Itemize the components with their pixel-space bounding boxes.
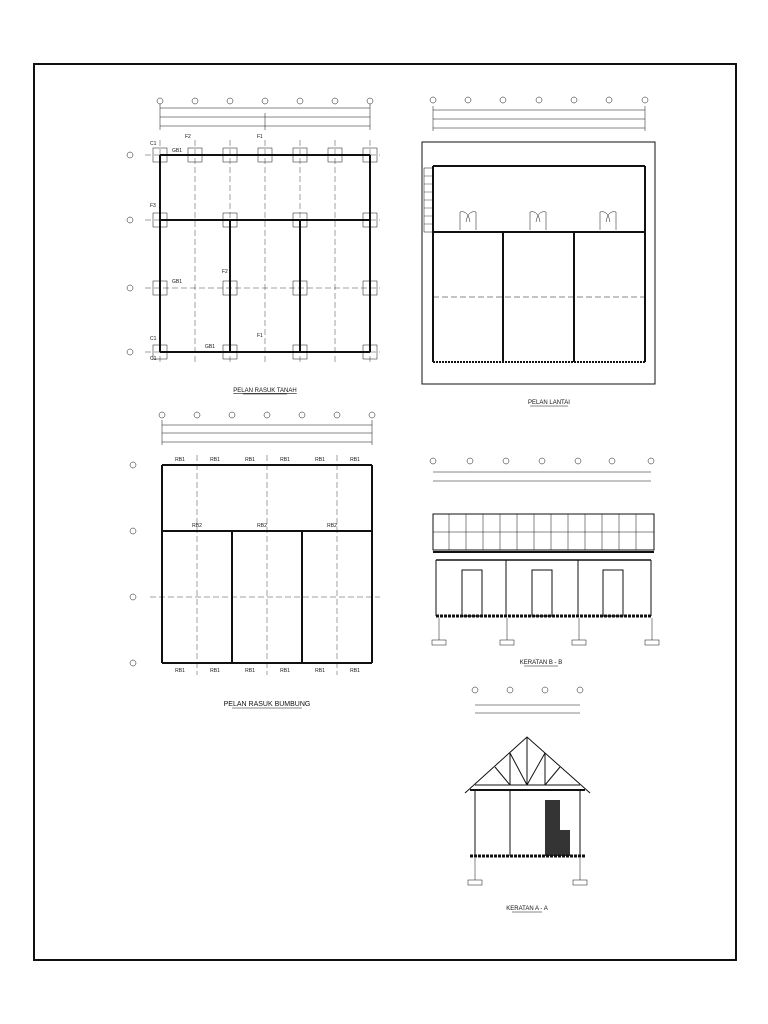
tag: C1 xyxy=(150,141,157,147)
roof-plan-title: PELAN RASUK BUMBUNG xyxy=(223,701,311,708)
ground-plan-grid-lines xyxy=(145,140,380,365)
tag: RB1 xyxy=(210,668,220,674)
tag: C1 xyxy=(150,356,157,362)
section-bb xyxy=(430,458,659,666)
section-aa-footings xyxy=(468,858,587,885)
tag: RB2 xyxy=(257,523,267,529)
tag: RB1 xyxy=(350,457,360,463)
door-swings xyxy=(460,212,616,230)
tag: RB1 xyxy=(175,668,185,674)
stair-treads xyxy=(424,176,433,224)
tag: RB1 xyxy=(245,668,255,674)
tag: RB1 xyxy=(315,457,325,463)
ground-plan-grid-bubbles xyxy=(127,98,373,355)
floor-plan-grid-bubbles xyxy=(430,97,648,103)
roof-plan-dimension-lines xyxy=(162,420,372,445)
tag: GB1 xyxy=(172,148,183,154)
roof-plan-tags xyxy=(175,457,360,674)
floor-plan-walls xyxy=(433,166,645,362)
tag: RB1 xyxy=(350,668,360,674)
tag: RB2 xyxy=(327,523,337,529)
section-bb-footings xyxy=(432,618,659,645)
first-floor-plan xyxy=(422,97,655,406)
tag: GB1 xyxy=(205,344,216,350)
section-aa-dimension-lines xyxy=(475,705,580,713)
floor-plan-dimension-lines xyxy=(433,106,645,131)
roof-plan-grid-lines xyxy=(150,455,380,675)
section-bb-grid-bubbles xyxy=(430,458,654,464)
ground-plan-tags xyxy=(150,134,263,362)
ground-beam-plan xyxy=(127,98,380,394)
roof-truss-members xyxy=(433,514,654,550)
section-bb-dimension-lines xyxy=(433,472,651,481)
tag: F3 xyxy=(150,203,156,209)
tag: F1 xyxy=(257,333,263,339)
section-aa-title: KERATAN A - A xyxy=(506,906,548,912)
tag: RB2 xyxy=(192,523,202,529)
tag: F1 xyxy=(257,134,263,140)
ground-plan-dimension-lines xyxy=(160,104,370,130)
tag: RB1 xyxy=(280,457,290,463)
section-aa xyxy=(465,687,590,912)
tag: RB1 xyxy=(210,457,220,463)
section-aa-truss xyxy=(465,737,590,793)
roof-beam-plan xyxy=(130,412,380,708)
tag: RB1 xyxy=(280,668,290,674)
tag: RB1 xyxy=(315,668,325,674)
tag: RB1 xyxy=(245,457,255,463)
section-bb-title: KERATAN B - B xyxy=(519,660,563,666)
tag: F2 xyxy=(222,269,228,275)
ground-plan-title: PELAN RASUK TANAH xyxy=(233,388,297,394)
sheet-border xyxy=(34,64,736,960)
staircase-section xyxy=(545,800,570,856)
section-aa-grid-bubbles xyxy=(472,687,583,693)
floor-plan-outline xyxy=(422,142,655,384)
tag: RB1 xyxy=(175,457,185,463)
tag: GB1 xyxy=(172,279,183,285)
section-bb-walls xyxy=(436,560,651,616)
roof-plan-grid-bubbles xyxy=(130,412,375,666)
floor-plan-title: PELAN LANTAI xyxy=(528,400,570,406)
tag: F2 xyxy=(185,134,191,140)
tag: C1 xyxy=(150,336,157,342)
